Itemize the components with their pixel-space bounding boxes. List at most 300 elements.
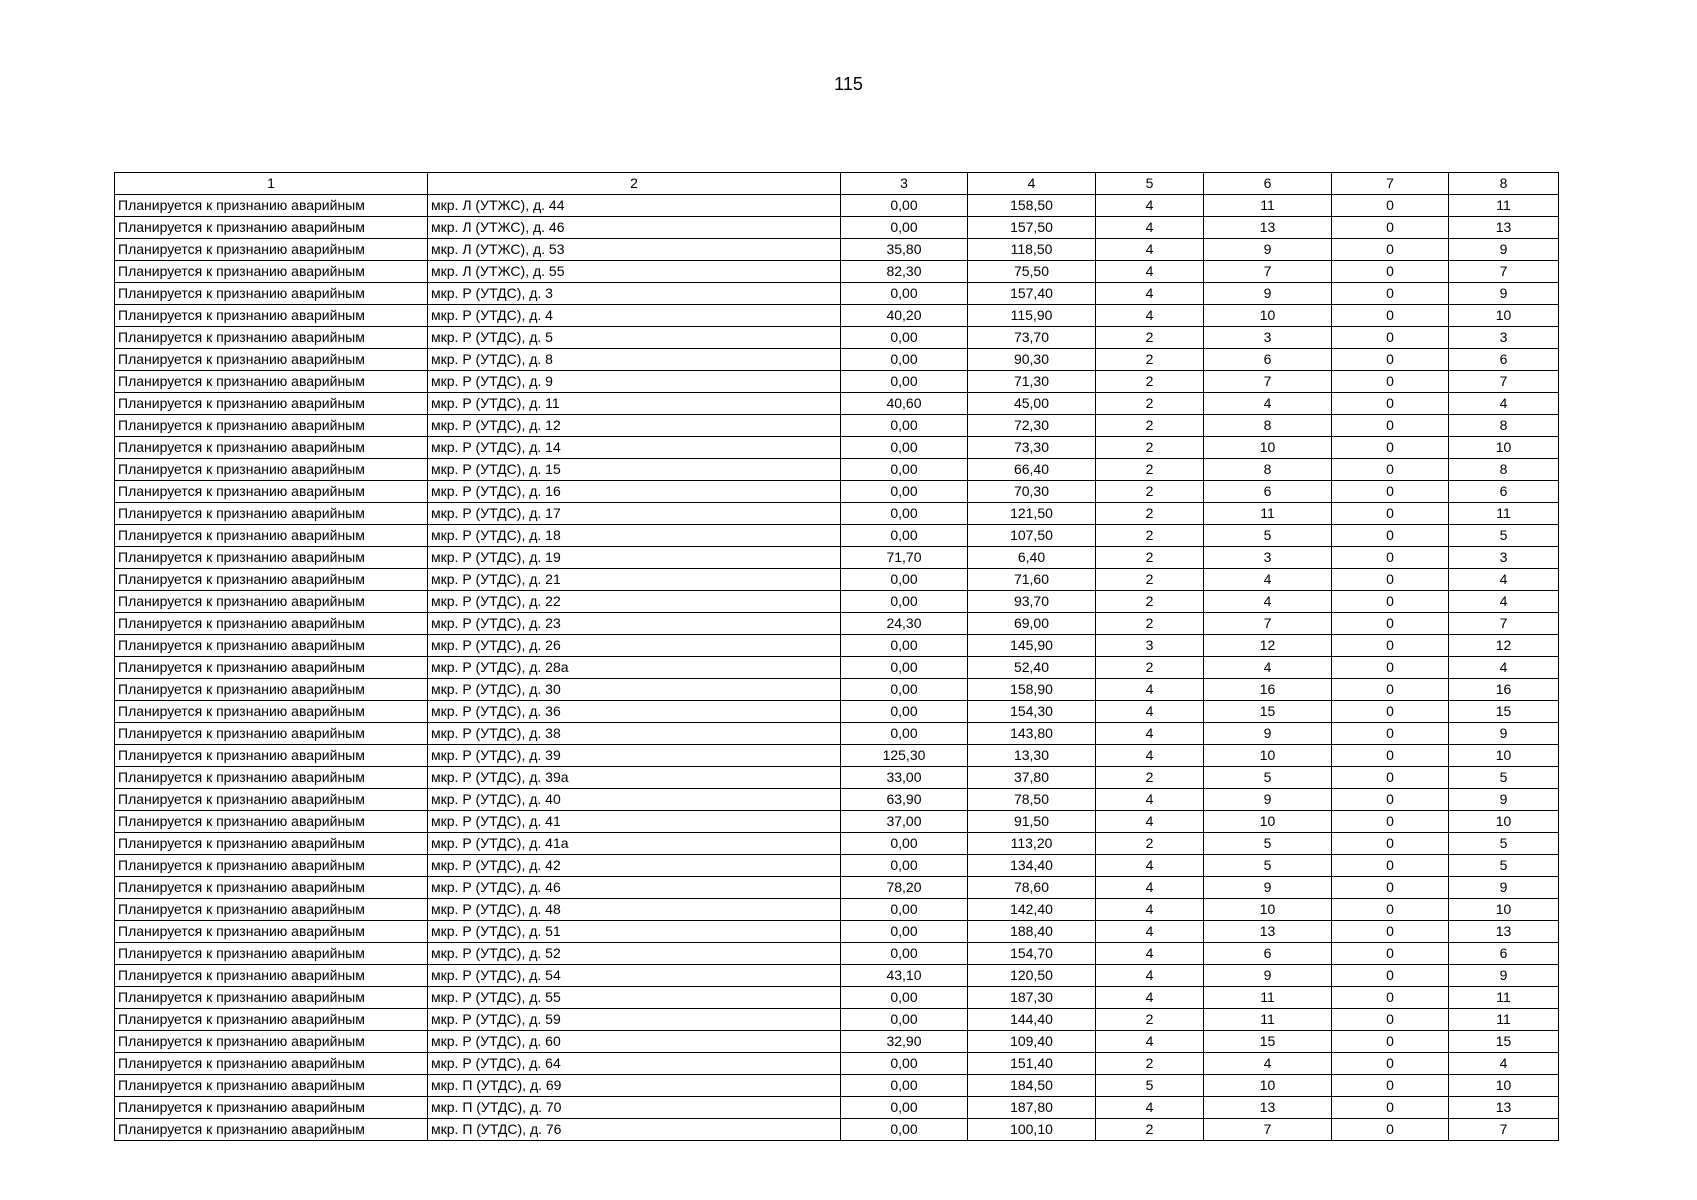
value-cell-5: 2	[1096, 657, 1204, 679]
value-cell-5: 4	[1096, 987, 1204, 1009]
value-cell-3: 0,00	[841, 679, 968, 701]
address-cell: мкр. Р (УТДС), д. 11	[428, 393, 841, 415]
value-cell-6: 5	[1204, 833, 1332, 855]
value-cell-4: 187,80	[968, 1097, 1096, 1119]
value-cell-4: 188,40	[968, 921, 1096, 943]
address-cell: мкр. Р (УТДС), д. 3	[428, 283, 841, 305]
value-cell-8: 15	[1449, 1031, 1559, 1053]
value-cell-4: 143,80	[968, 723, 1096, 745]
value-cell-8: 8	[1449, 459, 1559, 481]
value-cell-7: 0	[1332, 349, 1449, 371]
value-cell-4: 142,40	[968, 899, 1096, 921]
value-cell-3: 0,00	[841, 349, 968, 371]
value-cell-4: 37,80	[968, 767, 1096, 789]
value-cell-5: 5	[1096, 1075, 1204, 1097]
value-cell-6: 6	[1204, 481, 1332, 503]
table-row	[115, 349, 1559, 371]
table-row	[115, 877, 1559, 899]
table-row	[115, 921, 1559, 943]
value-cell-5: 4	[1096, 261, 1204, 283]
value-cell-8: 9	[1449, 723, 1559, 745]
value-cell-5: 2	[1096, 503, 1204, 525]
value-cell-7: 0	[1332, 217, 1449, 239]
value-cell-6: 11	[1204, 503, 1332, 525]
value-cell-5: 4	[1096, 811, 1204, 833]
value-cell-6: 10	[1204, 437, 1332, 459]
status-cell: Планируется к признанию аварийным	[115, 987, 428, 1009]
value-cell-7: 0	[1332, 283, 1449, 305]
value-cell-5: 2	[1096, 833, 1204, 855]
address-cell: мкр. Р (УТДС), д. 8	[428, 349, 841, 371]
value-cell-5: 4	[1096, 701, 1204, 723]
column-header: 6	[1204, 173, 1332, 195]
value-cell-7: 0	[1332, 657, 1449, 679]
value-cell-6: 5	[1204, 855, 1332, 877]
value-cell-3: 0,00	[841, 327, 968, 349]
value-cell-3: 0,00	[841, 723, 968, 745]
value-cell-3: 78,20	[841, 877, 968, 899]
value-cell-4: 151,40	[968, 1053, 1096, 1075]
value-cell-7: 0	[1332, 195, 1449, 217]
value-cell-6: 7	[1204, 261, 1332, 283]
value-cell-5: 2	[1096, 481, 1204, 503]
value-cell-7: 0	[1332, 833, 1449, 855]
value-cell-6: 7	[1204, 1119, 1332, 1141]
value-cell-8: 8	[1449, 415, 1559, 437]
value-cell-6: 4	[1204, 1053, 1332, 1075]
status-cell: Планируется к признанию аварийным	[115, 261, 428, 283]
table-row	[115, 745, 1559, 767]
value-cell-4: 69,00	[968, 613, 1096, 635]
status-cell: Планируется к признанию аварийным	[115, 239, 428, 261]
table-row	[115, 569, 1559, 591]
value-cell-5: 4	[1096, 217, 1204, 239]
value-cell-7: 0	[1332, 1119, 1449, 1141]
value-cell-8: 13	[1449, 921, 1559, 943]
status-cell: Планируется к признанию аварийным	[115, 811, 428, 833]
value-cell-8: 4	[1449, 657, 1559, 679]
value-cell-4: 13,30	[968, 745, 1096, 767]
value-cell-4: 71,60	[968, 569, 1096, 591]
value-cell-5: 2	[1096, 393, 1204, 415]
value-cell-7: 0	[1332, 525, 1449, 547]
value-cell-4: 45,00	[968, 393, 1096, 415]
value-cell-4: 73,30	[968, 437, 1096, 459]
value-cell-8: 7	[1449, 261, 1559, 283]
value-cell-7: 0	[1332, 1031, 1449, 1053]
value-cell-7: 0	[1332, 679, 1449, 701]
value-cell-4: 109,40	[968, 1031, 1096, 1053]
status-cell: Планируется к признанию аварийным	[115, 899, 428, 921]
value-cell-6: 8	[1204, 415, 1332, 437]
value-cell-6: 3	[1204, 327, 1332, 349]
value-cell-4: 71,30	[968, 371, 1096, 393]
value-cell-3: 37,00	[841, 811, 968, 833]
address-cell: мкр. Р (УТДС), д. 19	[428, 547, 841, 569]
value-cell-7: 0	[1332, 239, 1449, 261]
value-cell-3: 0,00	[841, 1119, 968, 1141]
address-cell: мкр. Р (УТДС), д. 64	[428, 1053, 841, 1075]
value-cell-7: 0	[1332, 635, 1449, 657]
value-cell-8: 6	[1449, 481, 1559, 503]
value-cell-3: 0,00	[841, 855, 968, 877]
table-row	[115, 591, 1559, 613]
table-row	[115, 1009, 1559, 1031]
value-cell-4: 72,30	[968, 415, 1096, 437]
table-row	[115, 657, 1559, 679]
value-cell-7: 0	[1332, 811, 1449, 833]
value-cell-5: 4	[1096, 943, 1204, 965]
column-header: 1	[115, 173, 428, 195]
value-cell-8: 16	[1449, 679, 1559, 701]
value-cell-7: 0	[1332, 1009, 1449, 1031]
value-cell-3: 32,90	[841, 1031, 968, 1053]
table-row	[115, 789, 1559, 811]
value-cell-7: 0	[1332, 261, 1449, 283]
value-cell-3: 0,00	[841, 987, 968, 1009]
value-cell-6: 5	[1204, 767, 1332, 789]
value-cell-6: 12	[1204, 635, 1332, 657]
value-cell-6: 13	[1204, 217, 1332, 239]
value-cell-3: 0,00	[841, 1075, 968, 1097]
value-cell-4: 107,50	[968, 525, 1096, 547]
status-cell: Планируется к признанию аварийным	[115, 327, 428, 349]
value-cell-6: 10	[1204, 745, 1332, 767]
value-cell-6: 9	[1204, 239, 1332, 261]
status-cell: Планируется к признанию аварийным	[115, 481, 428, 503]
status-cell: Планируется к признанию аварийным	[115, 1075, 428, 1097]
address-cell: мкр. Р (УТДС), д. 28а	[428, 657, 841, 679]
value-cell-4: 78,60	[968, 877, 1096, 899]
value-cell-8: 10	[1449, 811, 1559, 833]
value-cell-7: 0	[1332, 701, 1449, 723]
value-cell-3: 0,00	[841, 701, 968, 723]
table-row	[115, 547, 1559, 569]
status-cell: Планируется к признанию аварийным	[115, 349, 428, 371]
value-cell-8: 11	[1449, 195, 1559, 217]
status-cell: Планируется к признанию аварийным	[115, 415, 428, 437]
value-cell-8: 6	[1449, 349, 1559, 371]
status-cell: Планируется к признанию аварийным	[115, 833, 428, 855]
value-cell-3: 0,00	[841, 569, 968, 591]
table-row	[115, 415, 1559, 437]
value-cell-8: 4	[1449, 569, 1559, 591]
value-cell-5: 3	[1096, 635, 1204, 657]
value-cell-4: 157,40	[968, 283, 1096, 305]
value-cell-4: 120,50	[968, 965, 1096, 987]
address-cell: мкр. Р (УТДС), д. 41а	[428, 833, 841, 855]
value-cell-8: 4	[1449, 591, 1559, 613]
value-cell-5: 2	[1096, 591, 1204, 613]
value-cell-3: 0,00	[841, 1097, 968, 1119]
value-cell-3: 71,70	[841, 547, 968, 569]
address-cell: мкр. Л (УТЖС), д. 46	[428, 217, 841, 239]
value-cell-8: 6	[1449, 943, 1559, 965]
status-cell: Планируется к признанию аварийным	[115, 965, 428, 987]
value-cell-3: 0,00	[841, 481, 968, 503]
value-cell-8: 7	[1449, 371, 1559, 393]
address-cell: мкр. Р (УТДС), д. 54	[428, 965, 841, 987]
table-row	[115, 195, 1559, 217]
value-cell-4: 91,50	[968, 811, 1096, 833]
value-cell-7: 0	[1332, 569, 1449, 591]
value-cell-5: 2	[1096, 1053, 1204, 1075]
value-cell-6: 10	[1204, 305, 1332, 327]
value-cell-8: 9	[1449, 239, 1559, 261]
value-cell-3: 82,30	[841, 261, 968, 283]
status-cell: Планируется к признанию аварийным	[115, 591, 428, 613]
value-cell-6: 4	[1204, 393, 1332, 415]
table-row	[115, 1031, 1559, 1053]
status-cell: Планируется к признанию аварийным	[115, 855, 428, 877]
status-cell: Планируется к признанию аварийным	[115, 679, 428, 701]
value-cell-6: 5	[1204, 525, 1332, 547]
value-cell-8: 5	[1449, 525, 1559, 547]
value-cell-7: 0	[1332, 965, 1449, 987]
value-cell-8: 4	[1449, 393, 1559, 415]
value-cell-5: 4	[1096, 789, 1204, 811]
value-cell-7: 0	[1332, 547, 1449, 569]
status-cell: Планируется к признанию аварийным	[115, 503, 428, 525]
status-cell: Планируется к признанию аварийным	[115, 767, 428, 789]
value-cell-3: 0,00	[841, 1053, 968, 1075]
table-row	[115, 327, 1559, 349]
value-cell-4: 52,40	[968, 657, 1096, 679]
value-cell-5: 2	[1096, 327, 1204, 349]
value-cell-6: 11	[1204, 987, 1332, 1009]
table-row	[115, 855, 1559, 877]
status-cell: Планируется к признанию аварийным	[115, 1031, 428, 1053]
value-cell-6: 9	[1204, 283, 1332, 305]
table-row	[115, 723, 1559, 745]
address-cell: мкр. Р (УТДС), д. 5	[428, 327, 841, 349]
address-cell: мкр. Р (УТДС), д. 39	[428, 745, 841, 767]
value-cell-4: 100,10	[968, 1119, 1096, 1141]
value-cell-8: 10	[1449, 745, 1559, 767]
table-row	[115, 371, 1559, 393]
value-cell-7: 0	[1332, 1097, 1449, 1119]
address-cell: мкр. Р (УТДС), д. 59	[428, 1009, 841, 1031]
value-cell-7: 0	[1332, 921, 1449, 943]
value-cell-7: 0	[1332, 503, 1449, 525]
page-number: 115	[834, 74, 863, 94]
status-cell: Планируется к признанию аварийным	[115, 877, 428, 899]
table-row	[115, 767, 1559, 789]
status-cell: Планируется к признанию аварийным	[115, 745, 428, 767]
value-cell-3: 24,30	[841, 613, 968, 635]
data-table	[114, 172, 1559, 1141]
value-cell-7: 0	[1332, 393, 1449, 415]
address-cell: мкр. Р (УТДС), д. 12	[428, 415, 841, 437]
address-cell: мкр. П (УТДС), д. 69	[428, 1075, 841, 1097]
address-cell: мкр. Р (УТДС), д. 51	[428, 921, 841, 943]
value-cell-3: 0,00	[841, 437, 968, 459]
status-cell: Планируется к признанию аварийным	[115, 943, 428, 965]
address-cell: мкр. Р (УТДС), д. 17	[428, 503, 841, 525]
value-cell-5: 4	[1096, 855, 1204, 877]
value-cell-5: 4	[1096, 877, 1204, 899]
table-row	[115, 943, 1559, 965]
address-cell: мкр. Р (УТДС), д. 30	[428, 679, 841, 701]
value-cell-6: 4	[1204, 569, 1332, 591]
status-cell: Планируется к признанию аварийным	[115, 1097, 428, 1119]
value-cell-8: 5	[1449, 855, 1559, 877]
address-cell: мкр. Р (УТДС), д. 41	[428, 811, 841, 833]
value-cell-7: 0	[1332, 415, 1449, 437]
address-cell: мкр. Р (УТДС), д. 15	[428, 459, 841, 481]
value-cell-7: 0	[1332, 305, 1449, 327]
value-cell-7: 0	[1332, 481, 1449, 503]
value-cell-3: 0,00	[841, 1009, 968, 1031]
value-cell-7: 0	[1332, 591, 1449, 613]
value-cell-6: 4	[1204, 657, 1332, 679]
value-cell-6: 9	[1204, 965, 1332, 987]
value-cell-8: 10	[1449, 305, 1559, 327]
address-cell: мкр. Р (УТДС), д. 23	[428, 613, 841, 635]
value-cell-8: 9	[1449, 283, 1559, 305]
value-cell-8: 5	[1449, 767, 1559, 789]
value-cell-6: 10	[1204, 811, 1332, 833]
value-cell-5: 2	[1096, 437, 1204, 459]
value-cell-7: 0	[1332, 1053, 1449, 1075]
address-cell: мкр. Р (УТДС), д. 18	[428, 525, 841, 547]
value-cell-5: 4	[1096, 723, 1204, 745]
value-cell-5: 2	[1096, 459, 1204, 481]
table-row	[115, 1097, 1559, 1119]
value-cell-4: 75,50	[968, 261, 1096, 283]
value-cell-5: 2	[1096, 371, 1204, 393]
table-row	[115, 1075, 1559, 1097]
status-cell: Планируется к признанию аварийным	[115, 657, 428, 679]
value-cell-5: 2	[1096, 525, 1204, 547]
value-cell-8: 3	[1449, 547, 1559, 569]
value-cell-4: 121,50	[968, 503, 1096, 525]
address-cell: мкр. Р (УТДС), д. 40	[428, 789, 841, 811]
value-cell-5: 2	[1096, 569, 1204, 591]
status-cell: Планируется к признанию аварийным	[115, 921, 428, 943]
table-row	[115, 635, 1559, 657]
value-cell-5: 4	[1096, 1097, 1204, 1119]
value-cell-6: 13	[1204, 1097, 1332, 1119]
status-cell: Планируется к признанию аварийным	[115, 569, 428, 591]
value-cell-8: 9	[1449, 789, 1559, 811]
table-row	[115, 305, 1559, 327]
table-row	[115, 613, 1559, 635]
value-cell-8: 3	[1449, 327, 1559, 349]
value-cell-4: 134,40	[968, 855, 1096, 877]
status-cell: Планируется к признанию аварийным	[115, 195, 428, 217]
value-cell-3: 0,00	[841, 283, 968, 305]
value-cell-8: 9	[1449, 965, 1559, 987]
table-row	[115, 701, 1559, 723]
table-row	[115, 525, 1559, 547]
address-cell: мкр. Р (УТДС), д. 16	[428, 481, 841, 503]
address-cell: мкр. Л (УТЖС), д. 55	[428, 261, 841, 283]
table-row	[115, 261, 1559, 283]
column-header: 8	[1449, 173, 1559, 195]
value-cell-8: 7	[1449, 613, 1559, 635]
value-cell-6: 3	[1204, 547, 1332, 569]
value-cell-7: 0	[1332, 1075, 1449, 1097]
value-cell-8: 11	[1449, 987, 1559, 1009]
table-body	[115, 173, 1559, 1141]
status-cell: Планируется к признанию аварийным	[115, 459, 428, 481]
address-cell: мкр. Р (УТДС), д. 60	[428, 1031, 841, 1053]
value-cell-3: 0,00	[841, 635, 968, 657]
table-row	[115, 965, 1559, 987]
status-cell: Планируется к признанию аварийным	[115, 1119, 428, 1141]
value-cell-6: 10	[1204, 1075, 1332, 1097]
address-cell: мкр. Р (УТДС), д. 22	[428, 591, 841, 613]
table-row	[115, 987, 1559, 1009]
address-cell: мкр. Р (УТДС), д. 14	[428, 437, 841, 459]
table-row	[115, 217, 1559, 239]
address-cell: мкр. Л (УТЖС), д. 44	[428, 195, 841, 217]
status-cell: Планируется к признанию аварийным	[115, 547, 428, 569]
status-cell: Планируется к признанию аварийным	[115, 635, 428, 657]
value-cell-8: 13	[1449, 217, 1559, 239]
address-cell: мкр. Р (УТДС), д. 26	[428, 635, 841, 657]
value-cell-4: 66,40	[968, 459, 1096, 481]
address-cell: мкр. Р (УТДС), д. 46	[428, 877, 841, 899]
value-cell-4: 115,90	[968, 305, 1096, 327]
address-cell: мкр. Р (УТДС), д. 38	[428, 723, 841, 745]
value-cell-8: 15	[1449, 701, 1559, 723]
value-cell-7: 0	[1332, 437, 1449, 459]
table-row	[115, 1053, 1559, 1075]
table-row	[115, 393, 1559, 415]
value-cell-4: 70,30	[968, 481, 1096, 503]
value-cell-7: 0	[1332, 767, 1449, 789]
value-cell-8: 4	[1449, 1053, 1559, 1075]
value-cell-6: 6	[1204, 349, 1332, 371]
value-cell-6: 13	[1204, 921, 1332, 943]
table-header-row	[115, 173, 1559, 195]
status-cell: Планируется к признанию аварийным	[115, 217, 428, 239]
value-cell-3: 0,00	[841, 217, 968, 239]
value-cell-5: 4	[1096, 239, 1204, 261]
table-row	[115, 283, 1559, 305]
status-cell: Планируется к признанию аварийным	[115, 283, 428, 305]
table-row	[115, 459, 1559, 481]
table-row	[115, 833, 1559, 855]
table-row	[115, 437, 1559, 459]
address-cell: мкр. Р (УТДС), д. 9	[428, 371, 841, 393]
value-cell-3: 40,60	[841, 393, 968, 415]
value-cell-3: 0,00	[841, 371, 968, 393]
value-cell-3: 33,00	[841, 767, 968, 789]
value-cell-5: 4	[1096, 195, 1204, 217]
value-cell-3: 0,00	[841, 899, 968, 921]
value-cell-7: 0	[1332, 371, 1449, 393]
value-cell-6: 16	[1204, 679, 1332, 701]
status-cell: Планируется к признанию аварийным	[115, 393, 428, 415]
value-cell-3: 0,00	[841, 921, 968, 943]
value-cell-7: 0	[1332, 899, 1449, 921]
column-header: 7	[1332, 173, 1449, 195]
value-cell-4: 113,20	[968, 833, 1096, 855]
column-header: 5	[1096, 173, 1204, 195]
value-cell-6: 10	[1204, 899, 1332, 921]
address-cell: мкр. П (УТДС), д. 76	[428, 1119, 841, 1141]
value-cell-5: 2	[1096, 415, 1204, 437]
value-cell-6: 15	[1204, 1031, 1332, 1053]
value-cell-3: 63,90	[841, 789, 968, 811]
address-cell: мкр. Р (УТДС), д. 4	[428, 305, 841, 327]
value-cell-3: 125,30	[841, 745, 968, 767]
value-cell-5: 4	[1096, 283, 1204, 305]
value-cell-4: 78,50	[968, 789, 1096, 811]
